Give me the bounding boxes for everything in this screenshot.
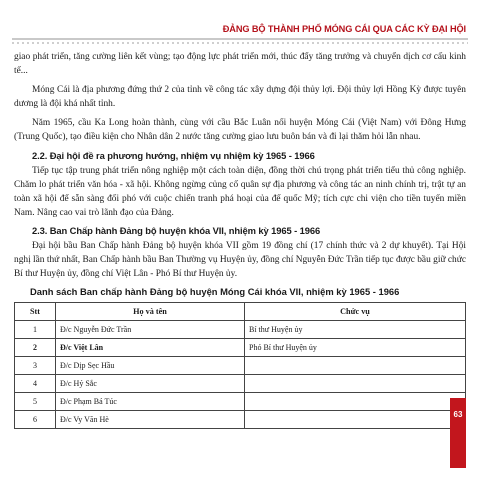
table-row <box>15 375 466 393</box>
paragraph-2: Móng Cái là địa phương đứng thứ 2 của tỉnh về công tác xây dựng đội thủy lợi. Đội thủy lợi Hồng Kỳ được tuyên dương là đội khá nhất tỉnh. <box>14 85 466 110</box>
page-header <box>0 0 480 50</box>
paragraph-1: giao phát triển, tăng cường liên kết vùng; tạo động lực phát triển mới, thúc đẩy tăng trưởng và chuyển dịch cơ cấu kinh tế... <box>14 52 466 77</box>
cell-role: Bí thư Huyện ủy <box>245 321 466 339</box>
cell-name: Đ/c Phạm Bá Túc <box>56 393 245 411</box>
cell-role <box>245 375 466 393</box>
cell-role <box>245 357 466 375</box>
column-header-role: Chức vụ <box>245 303 466 321</box>
page-content <box>14 50 466 429</box>
paragraph-4: Tiếp tục tập trung phát triển nông nghiệp một cách toàn diện, đồng thời chú trọng phát triển tiểu thủ công nghiệp. Chăm lo phát triển văn hóa - xã hội. Không ngừng củng cố quân sự địa phương và công tác an ninh chính trị, trật tự an toàn xã hội để sẵn sàng đối phó với cuộc chiến tranh phá hoại của đế quốc Mỹ; tích cực chi viện cho tiền tuyến miền Nam. Nâng cao vai trò lãnh đạo của Đảng. <box>14 165 466 218</box>
cell-name: Đ/c Vy Văn Hè <box>56 411 245 429</box>
table-row <box>15 411 466 429</box>
cell-role <box>245 393 466 411</box>
cell-role <box>245 411 466 429</box>
cell-name: Đ/c Dịp Sẹc Hầu <box>56 357 245 375</box>
table-row <box>15 321 466 339</box>
header-dotted-rule <box>12 42 468 44</box>
cell-stt: 6 <box>15 411 56 429</box>
section-heading-2-2: 2.2. Đại hội đề ra phương hướng, nhiệm vụ nhiệm kỳ 1965 - 1966 <box>32 149 315 161</box>
cell-stt: 1 <box>15 321 56 339</box>
table-row <box>15 393 466 411</box>
cell-stt: 3 <box>15 357 56 375</box>
paragraph-5: Đại hội bầu Ban Chấp hành Đảng bộ huyện khóa VII gồm 19 đồng chí (17 chính thức và 2 dự khuyết). Tại Hội nghị lần thứ nhất, Ban Chấp hành bầu Ban Thường vụ Huyện ủy, đồng chí Nguyễn Đức Trần tiếp tục được bầu giữ chức Bí thư Huyện ủy, đồng chí Việt Lân - Phó Bí thư Huyện ủy. <box>14 240 466 280</box>
page-number-tab <box>450 398 466 468</box>
page-number: 63 <box>453 410 463 419</box>
cell-role: Phó Bí thư Huyện ủy <box>245 339 466 357</box>
running-header-title: ĐẢNG BỘ THÀNH PHỐ MÓNG CÁI QUA CÁC KỲ ĐẠI HỘI <box>222 24 466 34</box>
table-row <box>15 339 466 357</box>
column-header-stt: Stt <box>15 303 56 321</box>
column-header-name: Họ và tên <box>56 303 245 321</box>
table-row <box>15 357 466 375</box>
cell-name: Đ/c Việt Lân <box>56 339 245 357</box>
cell-name: Đ/c Hỷ Sắc <box>56 375 245 393</box>
header-rule <box>12 38 468 40</box>
table-header-row <box>15 303 466 321</box>
cell-stt: 5 <box>15 393 56 411</box>
cell-stt: 4 <box>15 375 56 393</box>
committee-table <box>14 302 466 429</box>
section-heading-2-3: 2.3. Ban Chấp hành Đảng bộ huyện khóa VII, nhiệm kỳ 1965 - 1966 <box>32 224 321 236</box>
table-title: Danh sách Ban chấp hành Đảng bộ huyện Móng Cái khóa VII, nhiệm kỳ 1965 - 1966 <box>30 286 400 298</box>
paragraph-3: Năm 1965, cầu Ka Long hoàn thành, cùng với cầu Bắc Luân nối huyện Móng Cái (Việt Nam) với Đông Hưng (Trung Quốc), tạo điều kiện cho Nhân dân 2 nước tăng cường giao lưu buôn bán và đi lại thăm hỏi lẫn nhau. <box>14 118 466 143</box>
cell-stt: 2 <box>15 339 56 357</box>
cell-name: Đ/c Nguyễn Đức Trần <box>56 321 245 339</box>
